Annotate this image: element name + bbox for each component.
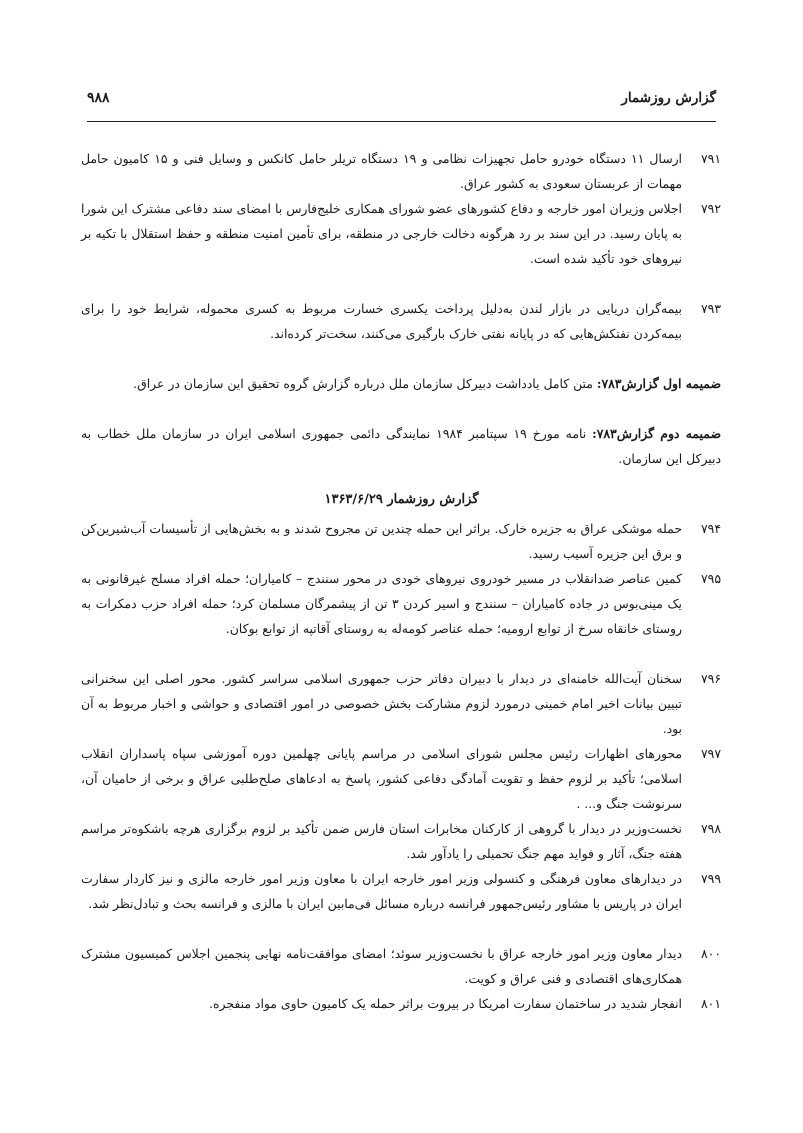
entry-793 bbox=[81, 296, 721, 346]
entry-792 bbox=[81, 196, 721, 271]
entry-number: ۷۹۲ bbox=[701, 201, 721, 216]
entry-number: ۷۹۱ bbox=[701, 151, 721, 166]
entry-799 bbox=[81, 866, 721, 916]
appendix-label: ضمیمه اول گزارش۷۸۳: bbox=[596, 376, 721, 391]
entry-number: ۸۰۰ bbox=[701, 946, 721, 961]
entry-text: سخنان آیت‌الله خامنه‌ای در دیدار با دبیران دفاتر حزب جمهوری اسلامی سراسر کشور. محور اصلی این سخنرانی تبیین بیانات اخیر امام خمینی درمورد لزوم مشارکت بخش خصوصی در امور اقتصادی و حواشی و اخبار مربوط به آن بود. bbox=[81, 671, 682, 736]
entry-number: ۸۰۱ bbox=[701, 996, 721, 1011]
entry-text: دیدار معاون وزیر امور خارجه عراق با نخست‌وزیر سوئد؛ امضای موافقت‌نامه نهایی پنجمین اجلاس کمیسیون مشترک همکاری‌های اقتصادی و فنی عراق و کویت. bbox=[81, 946, 682, 986]
running-header-title: گزارش روزشمار bbox=[621, 90, 716, 106]
entry-text: در دیدارهای معاون فرهنگی و کنسولی وزیر امور خارجه ایران با معاون وزیر امور خارجه مالزی و نیز کاردار سفارت ایران در پاریس با مشاور رئیس‌جمهور فرانسه درباره مسائل فی‌مابین ایران با مالزی و فرانسه بحث و تبادل‌نظر شد. bbox=[81, 871, 682, 911]
entry-text: محورهای اظهارات رئیس مجلس شورای اسلامی در مراسم پایانی چهلمین دوره آموزشی سپاه پاسداران انقلاب اسلامی؛ تأکید بر لزوم حفظ و تقویت آمادگی دفاعی کشور، پاسخ به ادعاهای صلح‌طلبی عراق و برخی از حامیان آن، سرنوشت جنگ و... . bbox=[81, 746, 682, 811]
entry-number: ۷۹۴ bbox=[701, 521, 721, 536]
entry-text: حمله موشکی عراق به جزیره خارک. براثر این حمله چندین تن مجروح شدند و به بخش‌هایی از تأسیسات آب‌شیرین‌کن و برق این جزیره آسیب رسید. bbox=[81, 521, 682, 561]
entry-number: ۷۹۹ bbox=[701, 871, 721, 886]
entry-795 bbox=[81, 566, 721, 641]
entry-794 bbox=[81, 516, 721, 566]
entry-number: ۷۹۸ bbox=[701, 821, 721, 836]
appendix-label: ضمیمه دوم گزارش۷۸۳: bbox=[592, 426, 721, 441]
entry-796 bbox=[81, 666, 721, 741]
page-number: ۹۸۸ bbox=[87, 90, 110, 106]
entry-text: بیمه‌گران دریایی در بازار لندن به‌دلیل پرداخت یکسری خسارت مربوط به کسری محموله، شرایط خود را برای بیمه‌کردن نفتکش‌هایی که در پایانه نفتی خارک بارگیری می‌کنند، سخت‌تر کرده‌اند. bbox=[81, 301, 682, 341]
entry-number: ۷۹۵ bbox=[701, 571, 721, 586]
entry-797 bbox=[81, 741, 721, 816]
entry-801 bbox=[81, 991, 721, 1016]
entry-798 bbox=[81, 816, 721, 866]
entry-800 bbox=[81, 941, 721, 991]
entry-text: انفجار شدید در ساختمان سفارت امریکا در بیروت براثر حمله یک کامیون حاوی مواد منفجره. bbox=[209, 996, 682, 1011]
entry-text: نخست‌وزیر در دیدار با گروهی از کارکنان مخابرات استان فارس ضمن تأکید بر لزوم برگزاری هرچه باشکوه‌تر مراسم هفته جنگ، آثار و فواید مهم جنگ تحمیلی را یادآور شد. bbox=[81, 821, 682, 861]
appendix-1 bbox=[81, 371, 721, 396]
entry-text: اجلاس وزیران امور خارجه و دفاع کشورهای عضو شورای همکاری خلیج‌فارس با امضای سند دفاعی مشترک این شورا به پایان رسید. در این سند بر رد هرگونه دخالت خارجی در منطقه، برای تأمین امنیت منطقه و حفظ استقلال با تکیه بر نیروهای خود تأکید شده است. bbox=[81, 201, 682, 266]
entry-number: ۷۹۳ bbox=[701, 301, 721, 316]
appendix-2 bbox=[81, 421, 721, 471]
entry-791 bbox=[81, 146, 721, 196]
entry-text: کمین عناصر ضدانقلاب در مسیر خودروی نیروهای خودی در محور سنندج – کامیاران؛ حمله افراد مسلح غیرقانونی به یک مینی‌بوس در جاده کامیاران – سنندج و اسیر کردن ۳ تن از پیشمرگان مسلمان کرد؛ حمله افراد حزب دمکرات به روستای خانقاه سرخ از توابع ارومیه؛ حمله عناصر کومه‌له به روستای آقاتپه از توابع بوکان. bbox=[81, 571, 682, 636]
appendix-text: متن کامل یادداشت دبیرکل سازمان ملل درباره گزارش گروه تحقیق این سازمان در عراق. bbox=[133, 376, 593, 391]
appendix-text: نامه مورخ ۱۹ سپتامبر ۱۹۸۴ نمایندگی دائمی جمهوری اسلامی ایران در سازمان ملل خطاب به دبیرکل این سازمان. bbox=[81, 426, 721, 466]
entry-text: ارسال ۱۱ دستگاه خودرو حامل تجهیزات نظامی و ۱۹ دستگاه تریلر حامل کانکس و وسایل فنی و ۱۵ کامیون حامل مهمات از عربستان سعودی به کشور عراق. bbox=[81, 151, 683, 191]
entry-number: ۷۹۶ bbox=[701, 671, 721, 686]
section-title: گزارش روزشمار ۱۳۶۳/۶/۲۹ bbox=[324, 492, 479, 507]
header-divider bbox=[87, 121, 716, 122]
entry-number: ۷۹۷ bbox=[701, 746, 721, 761]
